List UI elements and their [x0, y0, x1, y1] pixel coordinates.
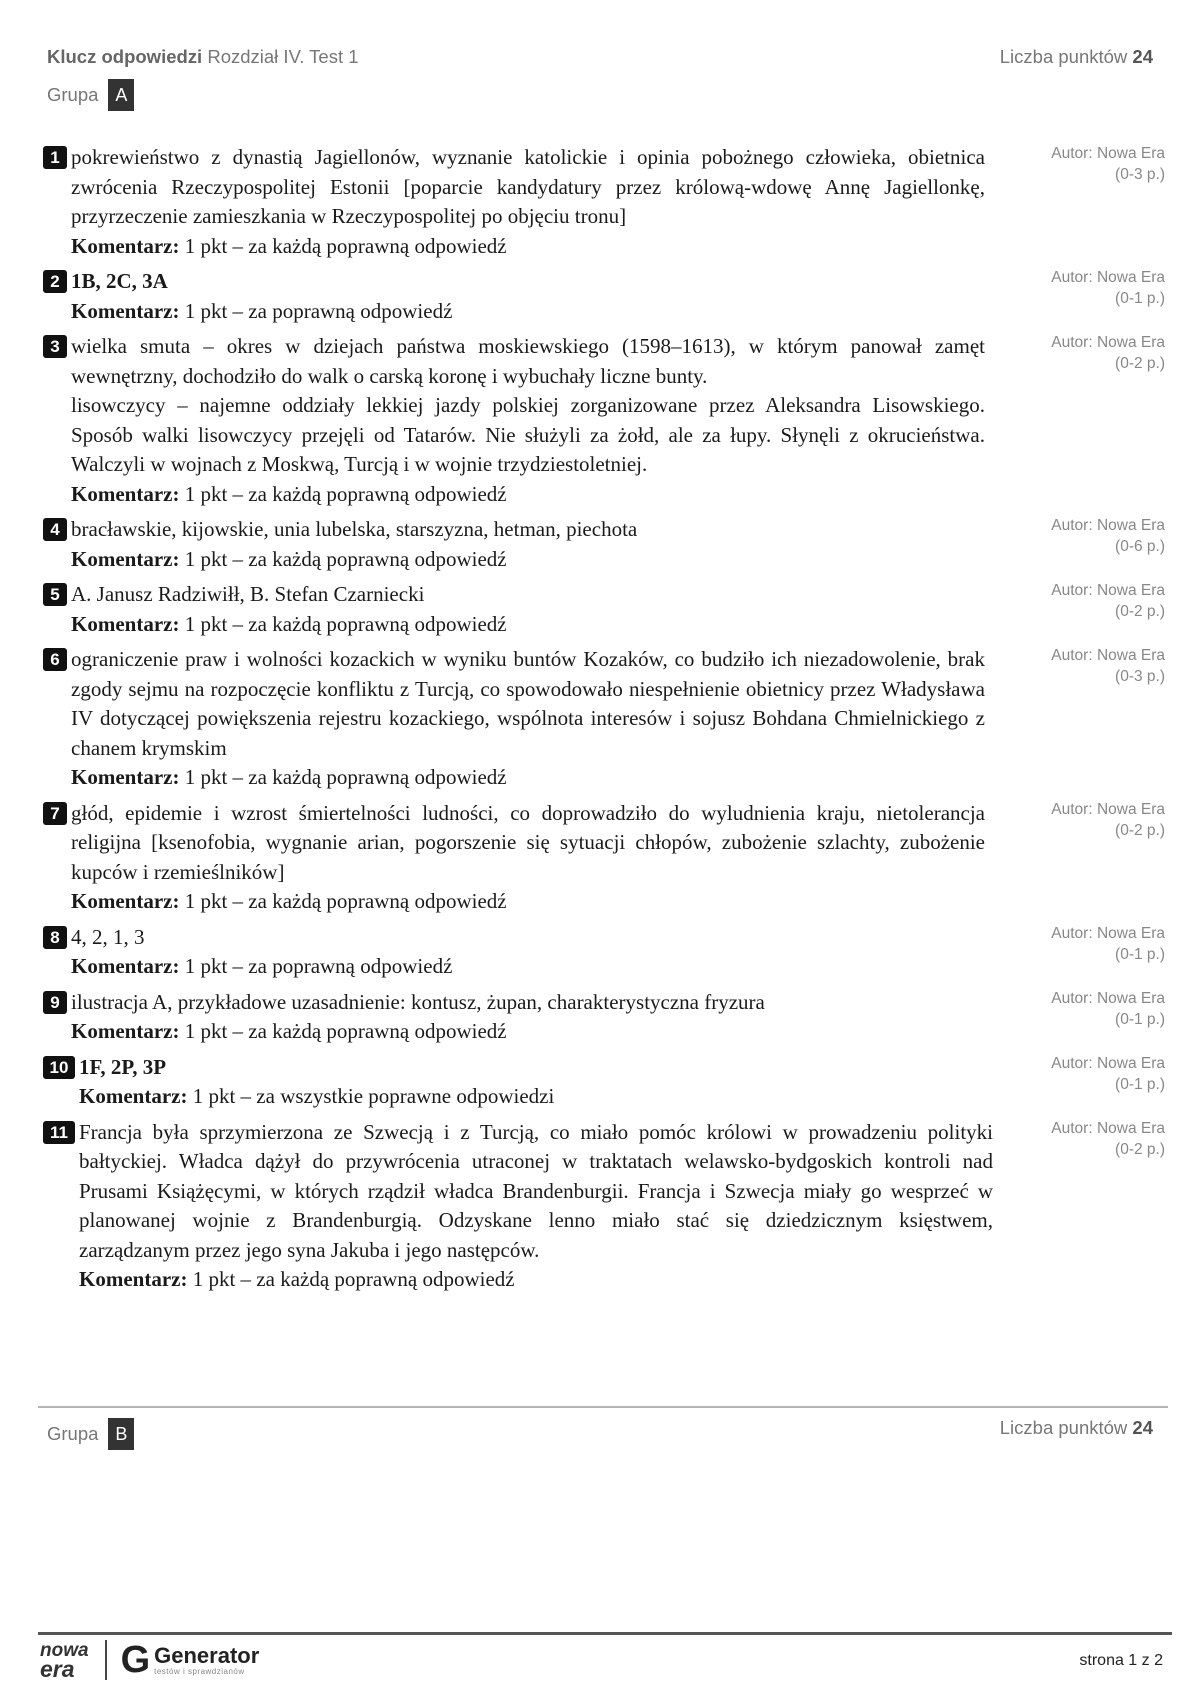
question-meta — [1051, 988, 1165, 1030]
question-meta — [1051, 1053, 1165, 1095]
footer-logo — [40, 1640, 259, 1680]
question-2 — [43, 267, 1168, 326]
logo-separator — [105, 1640, 107, 1680]
comment-label: Komentarz: — [71, 546, 180, 571]
question-meta — [1051, 143, 1165, 185]
points-range: (0-2 p.) — [1115, 1140, 1165, 1158]
answer-text: wielka smuta – okres w dziejach państwa moskiewskiego (1598–1613), w którym panował zamęt wewnętrzny, dochodziło do walk o carską koronę i wybuchały liczne bunty. — [71, 334, 985, 388]
generator-brand: Generator — [154, 1642, 260, 1668]
question-number: 5 — [43, 583, 67, 606]
logo-line-1: nowa — [40, 1640, 89, 1661]
question-number: 7 — [43, 802, 67, 825]
comment-text: 1 pkt – za każdą poprawną odpowiedź — [184, 546, 507, 571]
comment-text: 1 pkt – za każdą poprawną odpowiedź — [192, 1267, 515, 1291]
question-number: 6 — [43, 648, 67, 671]
comment-label: Komentarz: — [79, 1084, 188, 1108]
question-11 — [43, 1118, 1168, 1295]
question-meta — [1051, 332, 1165, 374]
comment-label: Komentarz: — [71, 889, 180, 913]
group-a-row — [47, 79, 134, 111]
question-meta — [1051, 799, 1165, 841]
question-meta — [1051, 515, 1165, 557]
points-range: (0-3 p.) — [1115, 166, 1165, 183]
answer-text: Francja była sprzymierzona ze Szwecją i z Turcją, co miało pomóc królowi w prowadzeniu polityki bałtyckiej. Władca dążył do przywrócenia utraconej w traktatach welawsko-bydgoskich kontroli nad Prusami Książęcymi, w których rządził władca Brandenburgii. Francja i Szwecja miały go wesprzeć w planowanej wojnie z Brandenburgią. Odzyskane lenno miało stać się dziedzicznym księstwem, zarządzanym przez jego syna Jakuba i jego następców. — [79, 1119, 993, 1262]
comment — [71, 763, 985, 793]
question-8 — [43, 923, 1168, 982]
comment — [71, 952, 985, 982]
points-range: (0-2 p.) — [1115, 603, 1165, 620]
question-4 — [43, 515, 1168, 574]
question-number: 3 — [43, 335, 67, 358]
comment — [79, 1265, 993, 1295]
points-range: (0-1 p.) — [1115, 1010, 1165, 1028]
question-number: 9 — [43, 991, 67, 1014]
answer-text: 1F, 2P, 3P — [79, 1054, 167, 1079]
comment-label: Komentarz: — [71, 611, 180, 636]
question-3 — [43, 332, 1168, 509]
title-bold: Klucz odpowiedzi — [47, 46, 203, 67]
comment-text: 1 pkt – za każdą poprawną odpowiedź — [184, 1019, 507, 1043]
author: Autor: Nowa Era — [1051, 800, 1165, 818]
points-value: 24 — [1132, 1417, 1153, 1438]
group-label: Grupa — [47, 1423, 99, 1444]
author: Autor: Nowa Era — [1051, 989, 1165, 1007]
points-range: (0-1 p.) — [1115, 290, 1165, 307]
title-rest: Rozdział IV. Test 1 — [207, 46, 359, 67]
group-badge: B — [108, 1418, 134, 1450]
question-meta — [1051, 1118, 1165, 1160]
question-9 — [43, 988, 1168, 1047]
question-10 — [43, 1053, 1168, 1112]
answer-text: A. Janusz Radziwiłł, B. Stefan Czarniecki — [71, 582, 425, 606]
answer-text: 1B, 2C, 3A — [71, 269, 168, 293]
answer-list — [43, 143, 1168, 1301]
question-number: 10 — [43, 1056, 75, 1079]
author: Autor: Nowa Era — [1051, 647, 1165, 664]
answer-text: bracławskie, kijowskie, unia lubelska, starszyzna, hetman, piechota — [71, 517, 638, 541]
points-value: 24 — [1132, 46, 1153, 67]
author: Autor: Nowa Era — [1051, 1054, 1165, 1072]
question-6 — [43, 645, 1168, 793]
comment — [79, 1082, 993, 1112]
question-meta — [1051, 267, 1165, 309]
question-number: 8 — [43, 926, 67, 949]
generator-g-icon: G — [120, 1639, 151, 1681]
author: Autor: Nowa Era — [1051, 269, 1165, 286]
nowa-era-logo — [40, 1640, 89, 1682]
question-5 — [43, 580, 1168, 639]
answer-text: ilustracja A, przykładowe uzasadnienie: kontusz, żupan, charakterystyczna fryzura — [71, 989, 765, 1014]
answer-text: ograniczenie praw i wolności kozackich w wyniku buntów Kozaków, co budziło ich niezadowolenie, brak zgody sejmu na rozpoczęcie konfliktu z Turcją, co spowodowało niespełnienie obietnicy przez Władysława IV dotyczącej powiększenia rejestru kozackiego, wspólnota interesów i sojusz Bohdana Chmielnickiego z chanem krymskim — [71, 647, 985, 760]
comment — [71, 610, 985, 640]
comment-label: Komentarz: — [71, 233, 180, 258]
comment — [71, 887, 985, 917]
author: Autor: Nowa Era — [1051, 334, 1165, 351]
points-range: (0-3 p.) — [1115, 668, 1165, 685]
comment-label: Komentarz: — [71, 298, 180, 323]
comment-label: Komentarz: — [71, 1019, 180, 1043]
comment — [71, 1017, 985, 1047]
comment-text: 1 pkt – za każdą poprawną odpowiedź — [184, 889, 507, 913]
author: Autor: Nowa Era — [1051, 582, 1165, 599]
points-range: (0-6 p.) — [1115, 538, 1165, 555]
question-meta — [1051, 923, 1165, 965]
points-range: (0-2 p.) — [1115, 355, 1165, 372]
comment — [71, 297, 985, 327]
footer-divider — [38, 1632, 1172, 1635]
answer-text: 4, 2, 1, 3 — [71, 924, 145, 949]
answer-text-2: lisowczycy – najemne oddziały lekkiej jazdy polskiej zorganizowane przez Aleksandra Lisowskiego. Sposób walki lisowczycy przejęli od Tatarów. Nie służyli za żołd, ale za łupy. Słynęli z okrucieństwa. Walczyli w wojnach z Moskwą, Turcją i w wojnie trzydziestoletniej. — [71, 393, 985, 476]
points-range: (0-2 p.) — [1115, 821, 1165, 839]
comment-text: 1 pkt – za każdą poprawną odpowiedź — [184, 233, 507, 258]
comment-text: 1 pkt – za każdą poprawną odpowiedź — [184, 481, 507, 506]
comment-text: 1 pkt – za każdą poprawną odpowiedź — [184, 611, 507, 636]
page-number: strona 1 z 2 — [1079, 1652, 1163, 1669]
document-title — [47, 46, 359, 68]
logo-line-2: era — [40, 1656, 75, 1682]
question-meta — [1051, 580, 1165, 622]
author: Autor: Nowa Era — [1051, 145, 1165, 162]
comment — [71, 545, 985, 575]
comment-label: Komentarz: — [71, 765, 180, 789]
group-label: Grupa — [47, 84, 99, 105]
question-number: 11 — [43, 1121, 75, 1144]
comment — [71, 480, 985, 510]
author: Autor: Nowa Era — [1051, 924, 1165, 942]
points-label: Liczba punktów — [999, 1417, 1128, 1438]
points-range: (0-1 p.) — [1115, 945, 1165, 963]
comment-text: 1 pkt – za poprawną odpowiedź — [184, 954, 453, 978]
comment-text: 1 pkt – za wszystkie poprawne odpowiedzi — [192, 1084, 555, 1108]
points-label: Liczba punktów — [999, 46, 1128, 67]
comment — [71, 232, 985, 262]
answer-text: pokrewieństwo z dynastią Jagiellonów, wyznanie katolickie i opinia pobożnego człowieka, obietnica zwrócenia Rzeczypospolitej Estonii [poparcie kandydatury przez królową-wdowę Annę Jagiellonkę, przyrzeczenie zamieszkania w Rzeczypospolitej po objęciu tronu] — [71, 145, 985, 228]
question-number: 4 — [43, 518, 67, 541]
question-number: 2 — [43, 270, 67, 293]
group-b-row — [47, 1418, 134, 1450]
comment-text: 1 pkt – za każdą poprawną odpowiedź — [184, 765, 507, 789]
question-7 — [43, 799, 1168, 917]
answer-text: głód, epidemie i wzrost śmiertelności ludności, co doprowadziło do wyludnienia kraju, nietolerancja religijna [ksenofobia, wygnanie arian, pogorszenie się sytuacji chłopów, zubożenie szlachty, zubożenie kupców i rzemieślników] — [71, 800, 985, 884]
author: Autor: Nowa Era — [1051, 517, 1165, 534]
points-range: (0-1 p.) — [1115, 1075, 1165, 1093]
question-meta — [1051, 645, 1165, 687]
question-number: 1 — [43, 146, 67, 169]
group-b-points — [1000, 1417, 1153, 1439]
comment-label: Komentarz: — [71, 481, 180, 506]
generator-subtitle: testów i sprawdzianów — [154, 1666, 245, 1676]
comment-label: Komentarz: — [79, 1267, 188, 1291]
comment-label: Komentarz: — [71, 954, 180, 978]
author: Autor: Nowa Era — [1051, 1119, 1165, 1137]
section-divider — [38, 1406, 1168, 1408]
question-1 — [43, 143, 1168, 261]
group-badge: A — [108, 79, 134, 111]
points-total — [1000, 46, 1153, 68]
comment-text: 1 pkt – za poprawną odpowiedź — [184, 298, 453, 323]
